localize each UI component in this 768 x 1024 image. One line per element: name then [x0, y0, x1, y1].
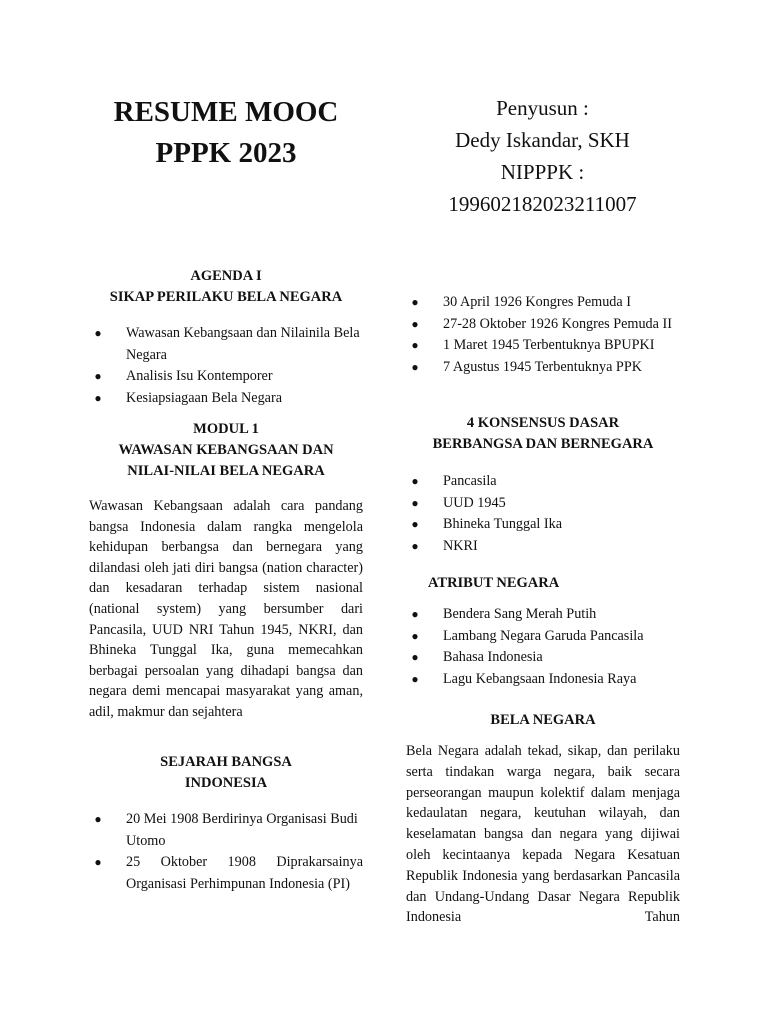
agenda-heading-line-1: AGENDA I	[190, 268, 262, 284]
document-title	[90, 92, 362, 174]
list-item	[406, 357, 680, 379]
list-item	[89, 852, 363, 895]
list-item	[89, 366, 363, 388]
list-item-text: 1 Maret 1945 Terbentuknya BPUPKI	[443, 337, 655, 353]
list-item-text: 30 April 1926 Kongres Pemuda I	[443, 294, 631, 310]
konsensus-heading-line-1: 4 KONSENSUS DASAR	[466, 415, 620, 431]
nip-label: NIPPPK :	[500, 160, 585, 184]
list-item	[406, 314, 680, 336]
list-item	[406, 335, 680, 357]
bullet-icon: ●	[411, 316, 419, 331]
atribut-heading: ATRIBUT NEGARA	[428, 575, 560, 591]
list-item-text: Bhineka Tunggal Ika	[443, 516, 563, 532]
list-item-text: Lambang Negara Garuda Pancasila	[443, 627, 644, 644]
list-item-text: Pancasila	[443, 473, 497, 489]
list-item	[89, 388, 363, 410]
list-item	[406, 514, 680, 536]
list-item-text: Kesiapsiagaan Bela Negara	[126, 389, 282, 406]
bullet-icon: ●	[94, 855, 102, 869]
modul-heading-line-1: MODUL 1	[193, 421, 259, 437]
list-item-text: UUD 1945	[443, 494, 506, 511]
bullet-icon: ●	[411, 607, 419, 621]
bullet-icon: ●	[411, 650, 419, 664]
list-item	[89, 809, 363, 852]
bullet-icon: ●	[411, 474, 419, 488]
bullet-icon: ●	[411, 359, 419, 374]
bela-negara-paragraph: Bela Negara adalah tekad, sikap, dan perilaku serta tindakan warga negara, baik secara perseorangan maupun kolektif dalam menjaga kedaulatan negara, keutuhan wilayah, dan keselamatan bangsa dan negara yang dijiwai oleh kecintaanya kepada Negara Kesatuan Republik Indonesia yang berdasarkan Pancasila dan Undang-Undang Dasar Negara Republik Indonesia Tahun	[406, 743, 680, 926]
bullet-icon: ●	[94, 326, 102, 340]
author-block	[405, 92, 680, 220]
list-item	[406, 647, 680, 669]
list-item	[406, 669, 680, 691]
author-name: Dedy Iskandar, SKH	[455, 128, 630, 152]
list-item-text: Lagu Kebangsaan Indonesia Raya	[443, 670, 637, 687]
author-label: Penyusun :	[496, 96, 589, 120]
bela-negara-heading: BELA NEGARA	[490, 712, 596, 728]
sejarah-list-left	[89, 809, 363, 895]
bullet-icon: ●	[94, 812, 102, 826]
bullet-icon: ●	[94, 390, 102, 405]
list-item-text: Wawasan Kebangsaan dan Nilainila Bela Negara	[126, 325, 360, 363]
list-item	[406, 536, 680, 558]
modul-heading-line-3: NILAI-NILAI BELA NEGARA	[127, 463, 325, 479]
bullet-icon: ●	[411, 671, 419, 686]
list-item	[406, 471, 680, 493]
bullet-icon: ●	[411, 538, 419, 553]
list-item-text: Bahasa Indonesia	[443, 649, 543, 665]
sejarah-heading-line-2: INDONESIA	[184, 775, 268, 791]
agenda-list	[89, 323, 363, 409]
bullet-icon: ●	[411, 517, 419, 531]
title-line-1: RESUME MOOC	[113, 96, 339, 128]
list-item	[406, 493, 680, 515]
bullet-icon: ●	[411, 628, 419, 643]
sejarah-heading-line-1: SEJARAH BANGSA	[160, 754, 292, 770]
sejarah-list-right	[406, 292, 680, 378]
list-item-text: 7 Agustus 1945 Terbentuknya PPK	[443, 358, 642, 375]
modul-heading	[89, 419, 363, 482]
list-item	[89, 323, 363, 366]
list-item-text: Bendera Sang Merah Putih	[443, 606, 597, 622]
list-item-text: NKRI	[443, 537, 478, 554]
bullet-icon: ●	[94, 369, 102, 383]
bullet-icon: ●	[411, 295, 419, 309]
konsensus-list	[406, 471, 680, 557]
konsensus-heading	[406, 413, 680, 455]
nip-value: 199602182023211007	[448, 192, 637, 216]
list-item	[406, 626, 680, 648]
atribut-list	[406, 604, 680, 690]
bullet-icon: ●	[411, 338, 419, 352]
list-item-text: 20 Mei 1908 Berdirinya Organisasi Budi Utomo	[126, 811, 358, 849]
bullet-icon: ●	[411, 495, 419, 510]
list-item-text: 27-28 Oktober 1926 Kongres Pemuda II	[443, 315, 672, 332]
list-item-text: 25 Oktober 1908 Diprakarsainya Organisasi Perhimpunan Indonesia (PI)	[126, 854, 363, 892]
list-item	[406, 604, 680, 626]
modul-paragraph: Wawasan Kebangsaan adalah cara pandang bangsa Indonesia dalam rangka mengelola kehidupan berbangsa dan bernegara yang dilandasi oleh jati diri bangsa (nation character) dan kesadaran terhadap sistem nasional (national system) yang bersumber dari Pancasila, UUD NRI Tahun 1945, NKRI, dan Bhineka Tunggal Ika, guna memecahkan berbagai persoalan yang dihadapi bangsa dan negara demi mencapai masyarakat yang aman, adil, makmur dan sejahtera	[89, 498, 363, 720]
konsensus-heading-line-2: BERBANGSA DAN BERNEGARA	[432, 436, 654, 452]
list-item	[406, 292, 680, 314]
title-line-2: PPPK 2023	[155, 137, 297, 169]
agenda-heading-line-2: SIKAP PERILAKU BELA NEGARA	[109, 289, 343, 305]
sejarah-heading	[89, 752, 363, 794]
modul-heading-line-2: WAWASAN KEBANGSAAN DAN	[118, 442, 334, 458]
agenda-heading	[89, 266, 363, 308]
list-item-text: Analisis Isu Kontemporer	[126, 368, 273, 384]
